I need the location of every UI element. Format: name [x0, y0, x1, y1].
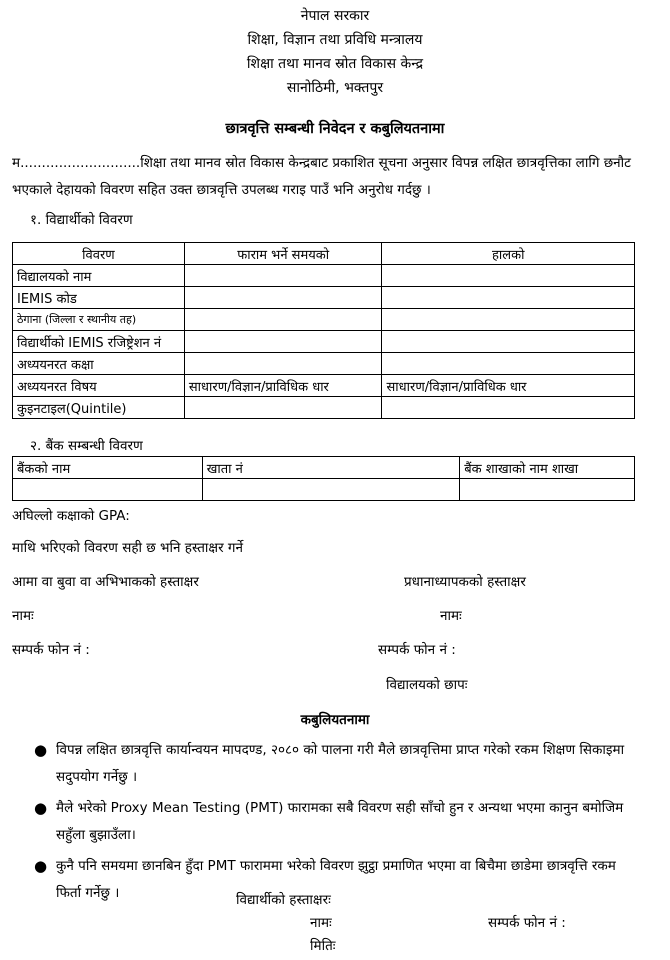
table-header-row	[13, 243, 635, 265]
table-row	[13, 479, 635, 501]
current-cell[interactable]	[382, 265, 635, 287]
page-title: छात्रवृत्ति सम्बन्धी निवेदन र कबुलियतनामा	[225, 121, 445, 137]
header-address: सानोठिमी, भक्तपुर	[286, 80, 384, 96]
table-row	[13, 397, 635, 419]
table-row	[13, 309, 635, 331]
bank-details-table	[12, 456, 635, 501]
form-time-cell[interactable]	[184, 397, 382, 419]
branch-name-cell[interactable]	[460, 479, 635, 501]
row-label: विद्यालयको नाम	[13, 265, 185, 287]
intro-text: म............................शिक्षा तथा मानव स्रोत विकास केन्द्रबाट प्रकाशित सूचना अनुसार विपन्न लक्षित छात्रवृत्तिका लागि छनौट भएकाले देहायको विवरण सहित उक्त छात्रवृत्ति उपलब्ध गराइ पाउँ भनि अनुरोध गर्दछु ।	[12, 155, 631, 198]
current-cell[interactable]	[382, 309, 635, 331]
header-govt: नेपाल सरकार	[300, 8, 370, 24]
principal-signature-label: प्रधानाध्यापकको हस्ताक्षर	[404, 574, 526, 590]
account-number-cell[interactable]	[202, 479, 460, 501]
bullet-icon: ●	[34, 857, 48, 875]
table-row	[13, 353, 635, 375]
intro-paragraph	[12, 150, 652, 204]
row-label: अध्ययनरत कक्षा	[13, 353, 185, 375]
current-cell[interactable]	[382, 331, 635, 353]
list-item	[30, 853, 645, 907]
row-label: IEMIS कोड	[13, 287, 185, 309]
column-header: बैंक शाखाको नाम शाखा	[460, 457, 635, 479]
commitment-item-text: कुनै पनि समयमा छानबिन हुँदा PMT फाराममा भरेको विवरण झुट्ठा प्रमाणित भएमा वा बिचैमा छाडेमा छात्रवृत्ति रकम फिर्ता गर्नेछु ।	[56, 858, 616, 901]
bullet-icon: ●	[34, 799, 48, 817]
form-time-cell[interactable]	[184, 265, 382, 287]
student-signature-label: विद्यार्थीको हस्ताक्षरः	[236, 892, 331, 908]
column-header: हालको	[382, 243, 635, 265]
date-label: मितिः	[310, 938, 336, 954]
declaration-text: माथि भरिएको विवरण सही छ भनि हस्ताक्षर गर्ने	[12, 540, 243, 556]
row-label: विद्यार्थीको IEMIS रजिष्ट्रेशन नं	[13, 331, 185, 353]
table-row	[13, 331, 635, 353]
list-item	[30, 737, 645, 791]
form-time-cell[interactable]: साधारण/विज्ञान/प्राविधिक धार	[184, 375, 382, 397]
list-item	[30, 795, 645, 849]
current-cell[interactable]	[382, 353, 635, 375]
current-cell[interactable]	[382, 397, 635, 419]
commitment-heading: कबुलियतनामा	[300, 712, 370, 728]
guardian-phone-label: सम्पर्क फोन नं :	[12, 642, 90, 658]
row-label: अध्ययनरत विषय	[13, 375, 185, 397]
current-cell[interactable]	[382, 287, 635, 309]
table-row	[13, 287, 635, 309]
guardian-name-label: नामः	[12, 608, 34, 624]
table-row	[13, 265, 635, 287]
student-details-table	[12, 242, 635, 419]
bank-name-cell[interactable]	[13, 479, 203, 501]
form-time-cell[interactable]	[184, 353, 382, 375]
column-header: फाराम भर्ने समयको	[184, 243, 382, 265]
student-name-label: नामः	[310, 915, 332, 931]
gpa-label: अघिल्लो कक्षाको GPA:	[12, 508, 130, 524]
column-header: विवरण	[13, 243, 185, 265]
bullet-icon: ●	[34, 741, 48, 759]
principal-phone-label: सम्पर्क फोन नं :	[378, 642, 456, 658]
row-label: कुइनटाइल(Quintile)	[13, 397, 185, 419]
commitment-item-text: मैले भरेको Proxy Mean Testing (PMT) फारामका सबै विवरण सही साँचो हुन र अन्यथा भएमा कानुन बमोजिम सहुँला बुझाउँला।	[56, 800, 624, 843]
commitment-item-text: विपन्न लक्षित छात्रवृत्ति कार्यान्वयन मापदण्ड, २०८० को पालना गरी मैले छात्रवृत्तिमा प्राप्त गरेको रकम शिक्षण सिकाइमा सदुपयोग गर्नेछु ।	[56, 742, 625, 785]
table-row	[13, 375, 635, 397]
current-cell[interactable]: साधारण/विज्ञान/प्राविधिक धार	[382, 375, 635, 397]
header-center: शिक्षा तथा मानव स्रोत विकास केन्द्र	[246, 56, 424, 72]
guardian-signature-label: आमा वा बुवा वा अभिभाकको हस्ताक्षर	[12, 574, 199, 590]
form-time-cell[interactable]	[184, 309, 382, 331]
section2-heading: २. बैंक सम्बन्धी विवरण	[30, 438, 143, 454]
form-time-cell[interactable]	[184, 287, 382, 309]
column-header: बैंकको नाम	[13, 457, 203, 479]
section1-heading: १. विद्यार्थीको विवरण	[30, 212, 133, 228]
school-stamp-label: विद्यालयको छापः	[386, 677, 468, 693]
table-header-row	[13, 457, 635, 479]
principal-name-label: नामः	[440, 608, 462, 624]
row-label: ठेगाना (जिल्ला र स्थानीय तह)	[13, 309, 185, 331]
header-ministry: शिक्षा, विज्ञान तथा प्रविधि मन्त्रालय	[247, 32, 423, 48]
student-phone-label: सम्पर्क फोन नं :	[488, 915, 566, 931]
column-header: खाता नं	[202, 457, 460, 479]
form-time-cell[interactable]	[184, 331, 382, 353]
commitment-list	[30, 737, 645, 911]
